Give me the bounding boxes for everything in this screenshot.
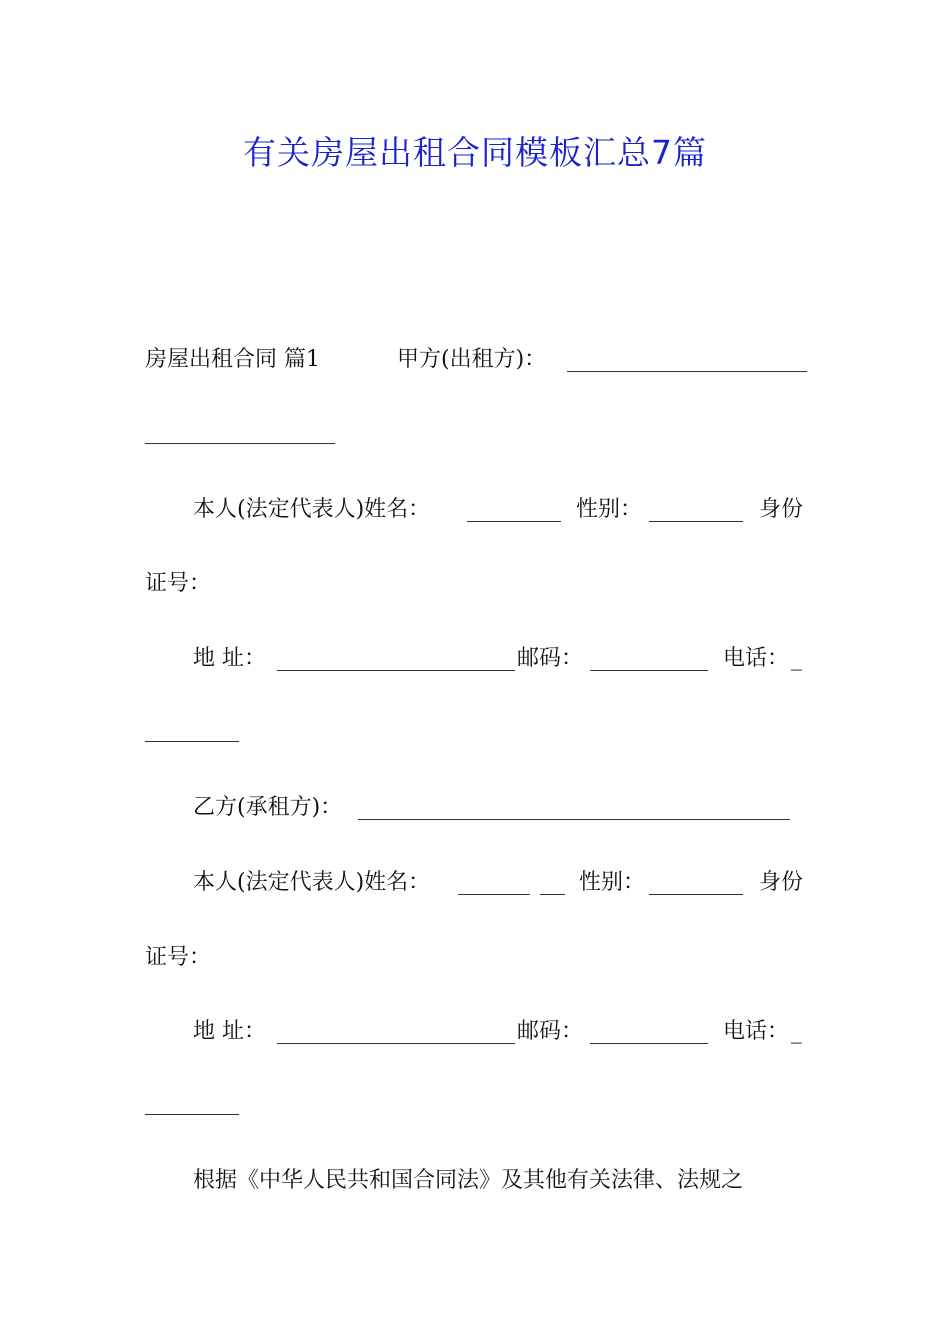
party-b-name-line [193,865,807,901]
postcode-blank [590,670,708,671]
party-b-label: 乙方(承租方)： [193,795,343,820]
party-a-address-line [193,641,807,677]
name-blank-tail [540,894,565,895]
gender-label: 性别： [576,497,643,522]
document-title: 有关房屋出租合同模板汇总7篇 [243,133,707,172]
party-a-line [145,342,807,378]
party-b-address-line [193,1014,807,1050]
name-blank [458,894,530,895]
id-line [145,940,807,976]
name-label: 本人(法定代表人)姓名： [193,497,431,522]
postcode-blank [590,1043,708,1044]
party-a-name-line [193,492,807,528]
id-label: 身份 [759,497,804,522]
address-label: 地 址： [193,1019,266,1044]
id-line [145,566,807,602]
party-b-blank [358,819,790,820]
phone-underscore: _ [791,1019,802,1044]
postcode-label: 邮码： [517,1019,584,1044]
party-b-line [193,790,807,826]
phone-label: 电话： [723,1019,790,1044]
phone-label: 电话： [723,646,790,671]
basis-paragraph [193,1163,807,1199]
phone-blank [145,1114,239,1115]
contract-heading: 房屋出租合同 篇1 [145,347,320,372]
basis-text: 根据《中华人民共和国合同法》及其他有关法律、法规之 [193,1168,744,1193]
gender-blank [649,894,743,895]
address-blank [277,1043,515,1044]
address-blank [277,670,515,671]
gender-label: 性别： [579,870,646,895]
address-label: 地 址： [193,646,266,671]
postcode-label: 邮码： [517,646,584,671]
party-a-label: 甲方(出租方)： [397,347,547,372]
phone-blank [145,741,239,742]
name-label: 本人(法定代表人)姓名： [193,870,431,895]
party-a-blank-continued [145,443,335,444]
name-blank [467,521,561,522]
id-label: 身份 [759,870,804,895]
id-label-cont: 证号： [145,571,212,596]
gender-blank [649,521,743,522]
phone-underscore: _ [791,646,802,671]
id-label-cont: 证号： [145,945,212,970]
party-a-blank [567,371,807,372]
